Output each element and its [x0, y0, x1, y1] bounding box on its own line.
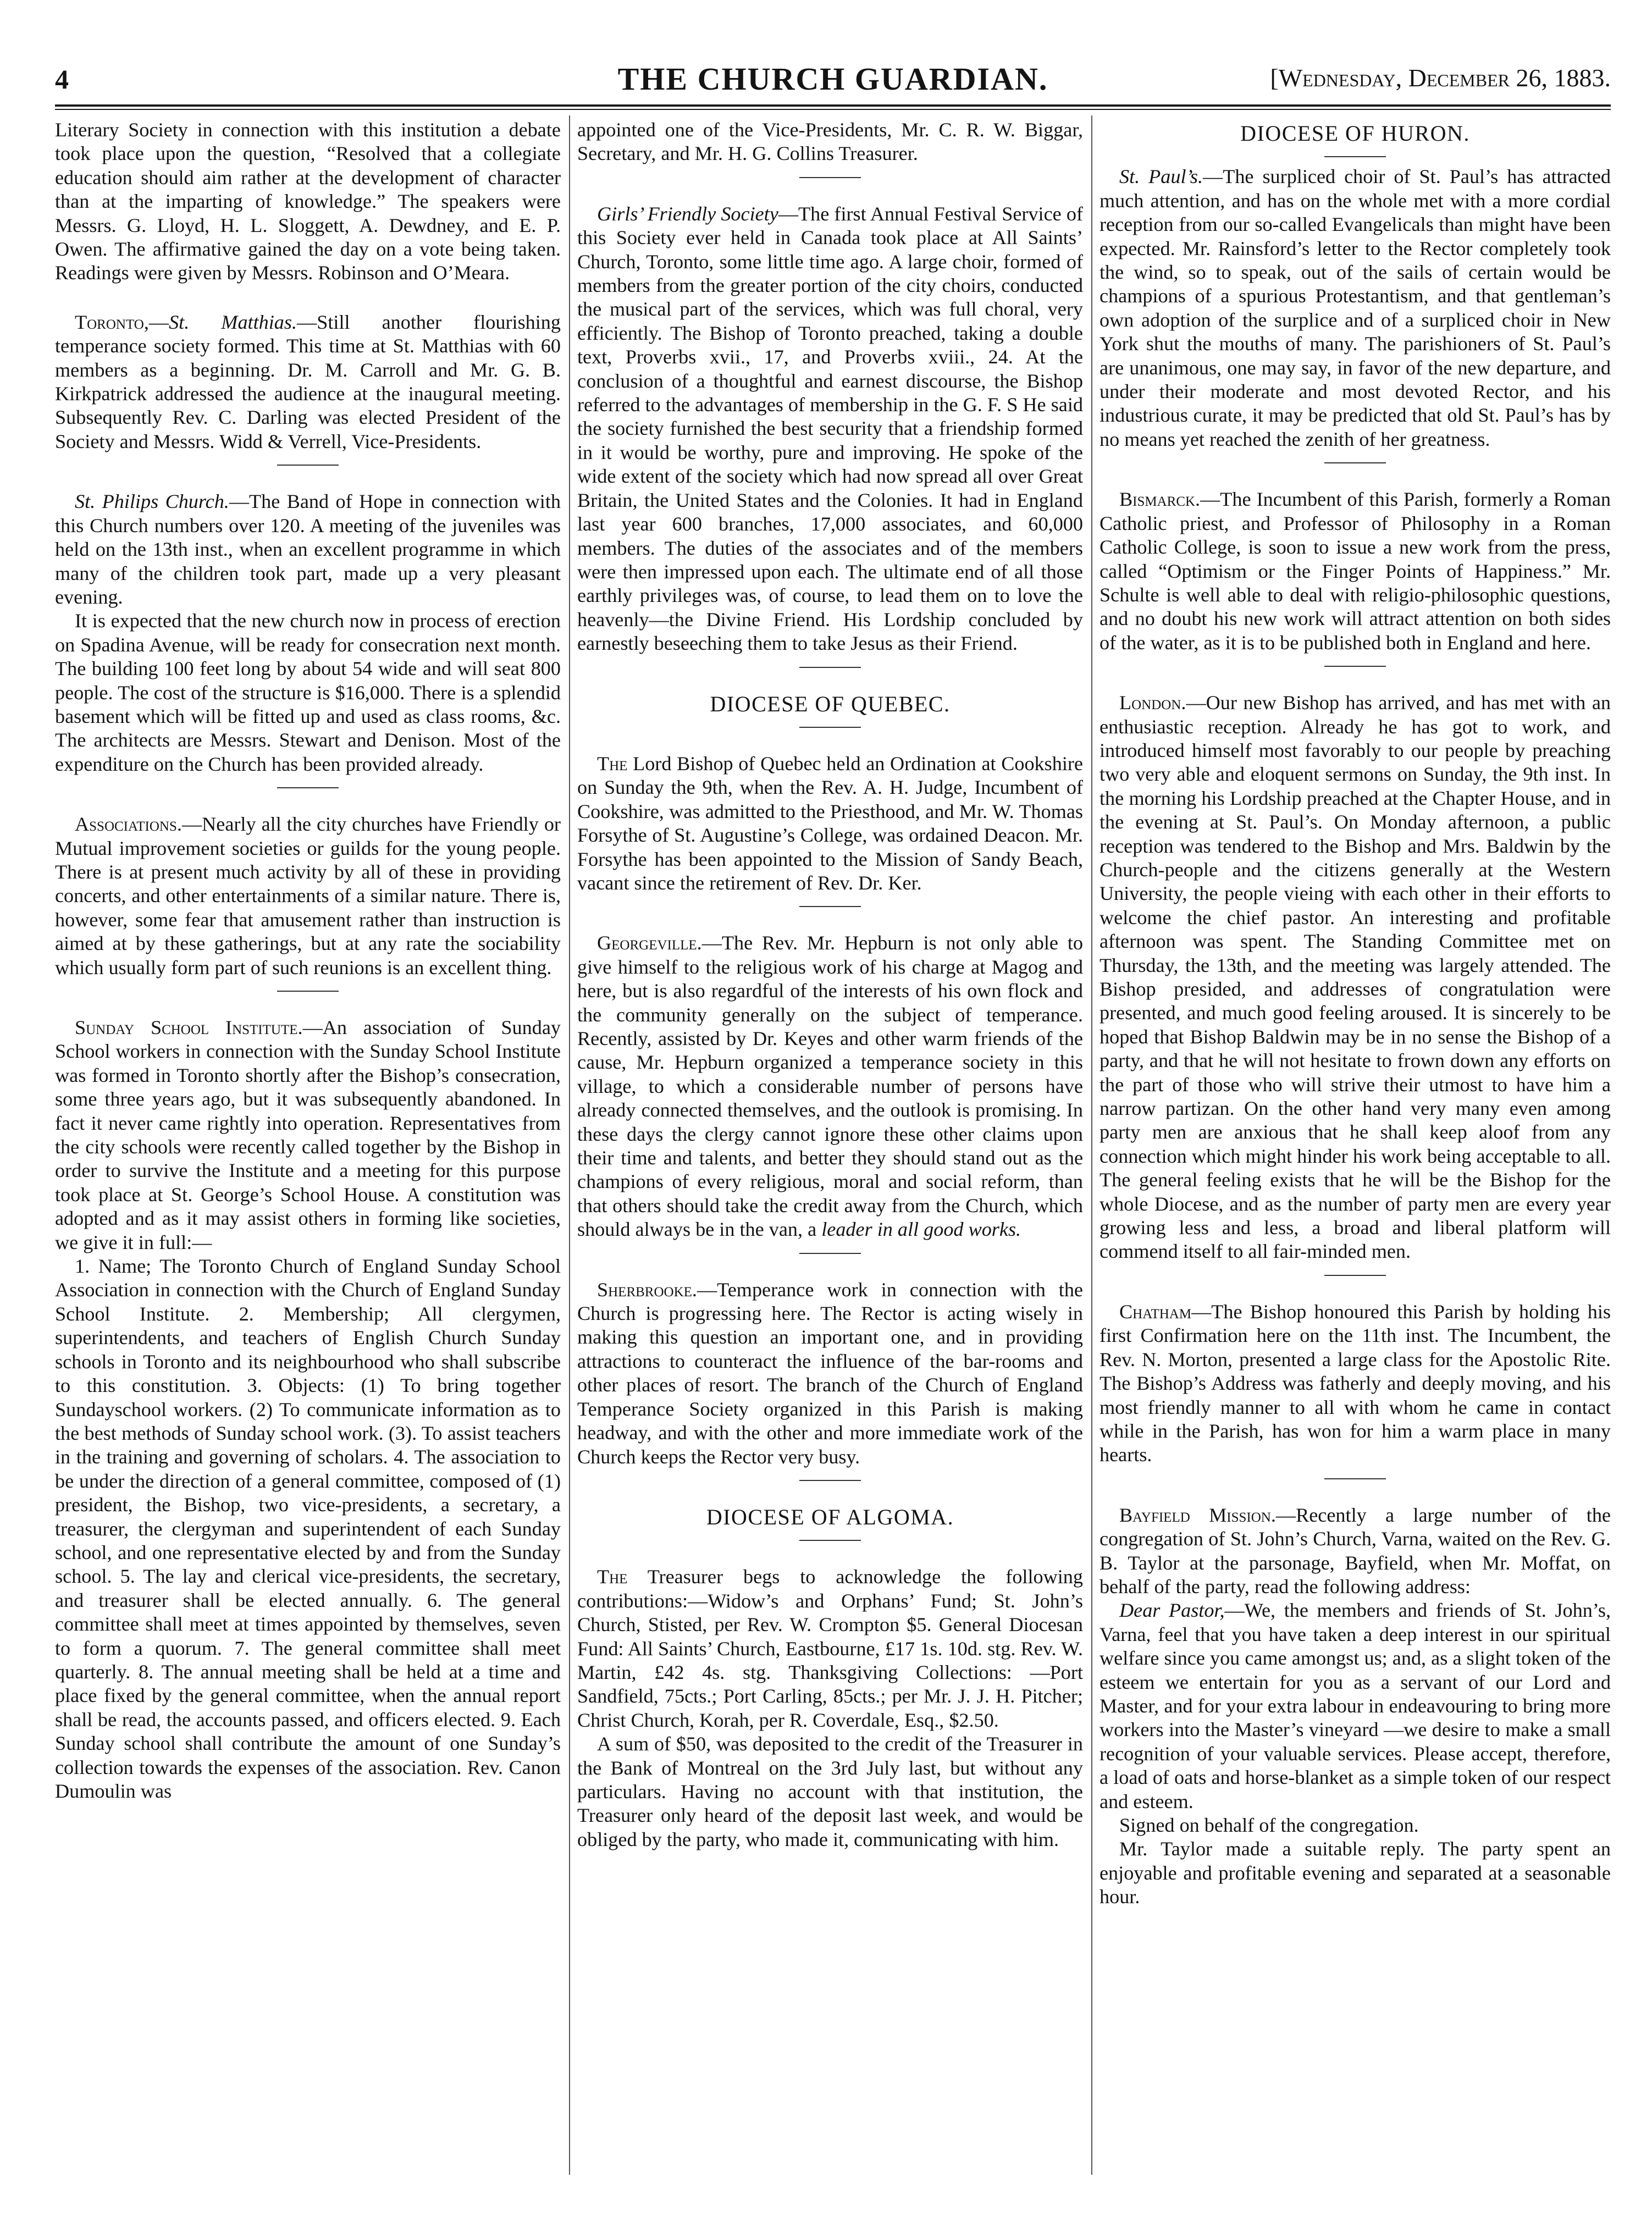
place-name: Sunday School Institute.	[75, 1016, 303, 1038]
article-girls-friendly-society	[577, 202, 1083, 656]
section-rule	[277, 465, 339, 466]
article-text: Lord Bishop of Quebec held an Ordination at Cookshire on Sunday the 9th, when the Rev. A. H. Judge, Incumbent of Cookshire, was admitted to the Priesthood, and Mr. W. Thomas Forsythe of St. Augustine’s College, was ordained Deacon. Mr. Forsythe has been appointed to the Mission of Sandy Beach, vacant since the retirement of Rev. Dr. Ker.	[577, 752, 1083, 894]
section-rule	[799, 906, 861, 907]
column-divider	[1091, 115, 1092, 2175]
article-text: —An association of Sunday School workers in connection with the Sunday School Institute was formed in Toronto shortly after the Bishop’s consecration, some three years ago, but it was subsequently abandoned. In fact it never came rightly into operation. Representatives from the city schools were recently called together by the Bishop in order to survive the Institute and a meeting for this purpose took place at St. George’s School House. A constitution was adopted and as it may assist others in forming like societies, we give it in full:—	[55, 1016, 561, 1253]
section-rule	[1324, 462, 1386, 463]
article-paragraph: Mr. Taylor made a suitable reply. The party spent an enjoyable and profitable evening and separated at a seasonable hour.	[1100, 1838, 1611, 1908]
article-georgeville	[577, 931, 1083, 1241]
article-text: —Our new Bishop has arrived, and has met with an enthusiastic reception. Already he has got to work, and introduced himself most favorably to our people by preaching two very able and eloquent sermons on Sunday, the 9th inst. In the morning his Lordship preached at the Chapter House, and in the evening at St. Paul’s. On Monday afternoon, a public reception was tendered to the Bishop and Mrs. Baldwin by the Church-people and the citizens generally at the Western University, the people vieing with each other in their efforts to welcome the chief pastor. An interesting and profitable afternoon was spent. The Standing Committee met on Thursday, the 13th, and the meeting was largely attended. The Bishop presided, and addresses of congratulation were presented, and much good feeling aroused. It is sincerely to be hoped that Bishop Baldwin may be in no sense the Bishop of a party, and that he will not hesitate to frown down any efforts on the part of those who will strive their utmost to have him a narrow partizan. On the other hand very many even among party men are anxious that he shall keep aloof from any connection which might hinder his work being acceptable to all. The general feeling exists that he will be the Bishop for the whole Diocese, and as the number of party men are every year growing less and less, a broad and liberal platform will commend itself to all fair-minded men.	[1100, 692, 1611, 1263]
salutation: Dear Pastor,	[1119, 1599, 1225, 1622]
place-name: Bayfield Mission.	[1119, 1504, 1276, 1526]
place-name: Associations.	[75, 813, 182, 836]
article-sherbrooke	[577, 1278, 1083, 1469]
article-paragraph: A sum of $50, was deposited to the credit of the Treasurer in the Bank of Montreal on the 3rd July last, but without any particulars. Having no account with that institution, the Treasurer only heard of the deposit last week, and would be obliged by the party, who made it, communicating with him.	[577, 1733, 1083, 1850]
article-sunday-school-institute	[55, 1016, 561, 1255]
section-rule	[277, 991, 339, 992]
article-text-italic: leader in all good works.	[821, 1218, 1021, 1241]
article-title: St. Philips Church.	[75, 490, 229, 513]
page-number: 4	[55, 64, 69, 95]
issue-date: [Wednesday, December 26, 1883.	[1270, 64, 1611, 92]
section-rule	[1324, 1478, 1386, 1479]
article-title: St. Paul’s.	[1119, 165, 1203, 188]
article-associations	[55, 813, 561, 980]
masthead: THE CHURCH GUARDIAN.	[617, 61, 1048, 97]
section-heading-algoma: DIOCESE OF ALGOMA.	[706, 1504, 954, 1529]
article-london	[1100, 691, 1611, 1264]
section-rule	[799, 1540, 861, 1541]
article-chatham	[1100, 1300, 1611, 1467]
section-rule	[1324, 1275, 1386, 1276]
section-heading-quebec: DIOCESE OF QUEBEC.	[710, 691, 951, 716]
section-rule	[277, 787, 339, 788]
place-name: Toronto,—	[75, 311, 169, 333]
article-title: St. Matthias.	[169, 311, 297, 333]
article-st-matthias	[55, 311, 561, 454]
article-text: —The Band of Hope in connection with this Church numbers over 120. A meeting of the juveniles was held on the 13th inst., when an excellent programme in which many of the children took part, made up a very pleasant evening.	[55, 490, 561, 608]
place-name: Bismarck.	[1119, 488, 1201, 511]
section-rule	[799, 177, 861, 178]
article-bayfield-mission	[1100, 1504, 1611, 1599]
article-text: Treasurer begs to acknowledge the following contributions:—Widow’s and Orphans’ Fund; St. John’s Church, Stisted, per Rev. W. Crompton $5. General Diocesan Fund: All Saints’ Church, Eastbourne, £17 1s. 10d. stg. Rev. W. Martin, £42 4s. stg. Thanksgiving Collections: —Port Sandfield, 75cts.; Port Carling, 85cts.; per Mr. J. J. H. Pitcher; Christ Church, Korah, per R. Coverdale, Esq., $2.50.	[577, 1566, 1083, 1731]
article-text: —Still another flourishing temperance society formed. This time at St. Matthias with 60 members as a beginning. Dr. M. Carroll and Mr. G. B. Kirkpatrick addressed the audience at the inaugural meeting. Subsequently Rev. C. Darling was elected President of the Society and Messrs. Widd & Verrell, Vice-Presidents.	[55, 311, 561, 452]
page-header	[55, 60, 1611, 104]
article-quebec-ordination	[577, 752, 1083, 895]
section-heading-huron: DIOCESE OF HURON.	[1240, 121, 1470, 146]
article-title: Girls’ Friendly Society	[597, 202, 778, 225]
place-name: London.	[1119, 692, 1186, 714]
lead-word: The	[597, 752, 628, 775]
address-text	[1100, 1599, 1611, 1814]
spacer	[55, 285, 561, 311]
article-paragraph: It is expected that the new church now in process of erection on Spadina Avenue, will be ready for consecration next month. The building 100 feet long by about 54 wide and will seat 800 people. The cost of the structure is $16,000. There is a splendid basement which will be fitted up and used as class rooms, &c. The architects are Messrs. Stewart and Denison. Most of the expenditure on the Church has been provided already.	[55, 610, 561, 775]
article-st-pauls	[1100, 165, 1611, 451]
article-text: —Recently a large number of the congregation of St. John’s Church, Varna, waited on the Rev. G. B. Taylor at the parsonage, Bayfield, when Mr. Moffat, on behalf of the party, read the following address:	[1100, 1504, 1611, 1598]
article-text: —The Incumbent of this Parish, formerly a Roman Catholic priest, and Professor of Philosophy in a Roman Catholic College, is soon to issue a new work from the press, called “Optimism or the Finger Points of Happiness.” Mr. Schulte is well able to deal with religio-philosophic questions, and no doubt his new work will attract attention on both sides of the water, as it is to be published both in England and here.	[1100, 488, 1611, 654]
place-name: Georgeville.	[597, 932, 702, 954]
article-literary-society: Literary Society in connection with this institution a debate took place upon the question, “Resolved that a collegiate education should aim rather at the development of character than at the imparting of knowledge.” The speakers were Messrs. G. Lloyd, H. L. Sloggett, A. Dewdney, and E. P. Owen. The affirmative gained the day on a vote being taken. Readings were given by Messrs. Robinson and O’Meara.	[55, 119, 561, 284]
section-rule	[799, 667, 861, 668]
article-algoma-treasurer	[577, 1565, 1083, 1732]
lead-word: The	[597, 1566, 628, 1588]
signature-line: Signed on behalf of the congregation.	[1119, 1814, 1419, 1836]
constitution-text: 1. Name; The Toronto Church of England Sunday School Association in connection with the Church of England Sunday School Institute. 2. Membership; All clergymen, superintendents, and teachers of English Church Sunday schools in Toronto and its neighbourhood who shall subscribe to this constitution. 3. Objects: (1) To bring together Sundayschool workers. (2) To communicate information as to the best methods of Sunday school work. (3). To assist teachers in the training and governing of scholars. 4. The association to be under the direction of a general committee, composed of (1) president, the Bishop, two vice-presidents, a secretary, a treasurer, the clergyman and superintendent of each Sunday school, and one representative elected by and from the Sunday school. 5. The lay and clerical vice-presidents, the secretary, and treasurer shall be elected annually. 6. The general committee shall meet at times appointed by themselves, seven to form a quorum. 7. The general committee shall meet quarterly. 8. The annual meeting shall be held at a time and place fixed by the general committee, when the annual report shall be read, the accounts passed, and officers elected. 9. Each Sunday school shall contribute the amount of one Sunday’s collection towards the expenses of the association. Rev. Canon Dumoulin was	[55, 1255, 561, 1802]
article-continuation: appointed one of the Vice-Presidents, Mr. C. R. W. Biggar, Secretary, and Mr. H. G. Collins Treasurer.	[577, 119, 1083, 165]
section-rule	[1324, 666, 1386, 667]
header-rule-thin	[55, 109, 1611, 110]
article-text: —The Rev. Mr. Hepburn is not only able to give himself to the religious work of his charge at Magog and here, but is also regardful of the interests of his own flock and the community generally on the subject of temperance. Recently, assisted by Dr. Keyes and other warm friends of the cause, Mr. Hepburn organized a temperance society in this village, to which a considerable number of persons have already connected themselves, and the outlook is promising. In these days the clergy cannot ignore these other claims upon their time and talents, and better they should stand out as the champions of every religious, moral and social reform, than that others should take the credit away from the Church, which should always be in the van, a	[577, 932, 1083, 1241]
article-text: —Nearly all the city churches have Friendly or Mutual improvement societies or guilds for the young people. There is at present much activity by all of these in providing concerts, and other entertainments of a similar nature. There is, however, some fear that amusement rather than instruction is aimed at by these gatherings, but at any rate the sociability which usually form part of such reunions is an excellent thing.	[55, 813, 561, 979]
section-rule	[799, 727, 861, 728]
article-text: —The Bishop honoured this Parish by holding his first Confirmation here on the 11th inst. The Incumbent, the Rev. N. Morton, presented a large class for the Apostolic Rite. The Bishop’s Address was fatherly and deeply moving, and his most friendly manner to all with whom he came in contact while in the Parish, has won for him a warm place in many hearts.	[1100, 1300, 1611, 1466]
article-st-philips	[55, 490, 561, 609]
article-bismarck	[1100, 488, 1611, 655]
article-text: —The first Annual Festival Service of this Society ever held in Canada took place at All Saints’ Church, Toronto, some little time ago. A large choir, formed of members from the greater portion of the city choirs, conducted the musical part of the services, which was full choral, very efficiently. The Bishop of Toronto preached, taking a double text, Proverbs xvii., 17, and Proverbs xviii., 24. At the conclusion of a thoughtful and earnest discourse, the Bishop referred to the advantages of membership in the G. F. S He said the society furnished the best security that a friendship formed in it would be worthy, pure and improving. He spoke of the wide extent of the society which had now spread all over Great Britain, the United States and the Colonies. It had in England last year 600 branches, 17,000 associates, and 60,000 members. The duties of the associates and of the members were then impressed upon each. The ultimate end of all those earthly privileges was, of course, to lead them on to love the heavenly—the Divine Friend. His Lordship concluded by earnestly beseeching them to take Jesus as their Friend.	[577, 202, 1083, 655]
column-2	[577, 118, 1083, 2175]
article-text: —We, the members and friends of St. John’s, Varna, feel that you have taken a deep interest in our spiritual welfare since you came amongst us; and, as a slight token of the esteem we entertain for you as a servant of our Lord and Master, and for your extra labour in endeavouring to bring more workers into the Master’s vineyard —we desire to make a small recognition of your valuable services. Please accept, therefore, a load of oats and horse-blanket as a simple token of our respect and esteem.	[1100, 1599, 1611, 1812]
header-rule	[55, 104, 1611, 107]
section-rule	[1324, 156, 1386, 157]
article-text: —The surpliced choir of St. Paul’s has attracted much attention, and has on the whole met with a more cordial reception from our so-called Evangelicals than might have been expected. Mr. Rainsford’s letter to the Rector completely took the wind, so to speak, out of the sails of certain would be champions of a spurious Protestantism, and that gentleman’s own adoption of the surplice and of a surpliced choir in New York shut the mouths of many. The parishioners of St. Paul’s are unanimous, one may say, in favor of the new departure, and under their moderate and most devoted Rector, and his industrious curate, it may be predicted that old St. Paul’s has by no means yet reached the zenith of her greatness.	[1100, 165, 1611, 450]
section-rule	[799, 1480, 861, 1481]
article-text: —Temperance work in connection with the Church is progressing here. The Rector is acting wisely in making this question an important one, and in providing attractions to counteract the influence of the bar-rooms and other places of resort. The branch of the Church of England Temperance Society organized in this Parish is making headway, and with the other and more immediate work of the Church keeps the Rector very busy.	[577, 1278, 1083, 1468]
section-rule	[799, 1253, 861, 1254]
place-name: Chatham	[1119, 1300, 1192, 1323]
place-name: Sherbrooke.	[597, 1278, 697, 1301]
column-1	[55, 118, 561, 2175]
column-3	[1100, 118, 1611, 2175]
column-divider	[569, 115, 570, 2175]
